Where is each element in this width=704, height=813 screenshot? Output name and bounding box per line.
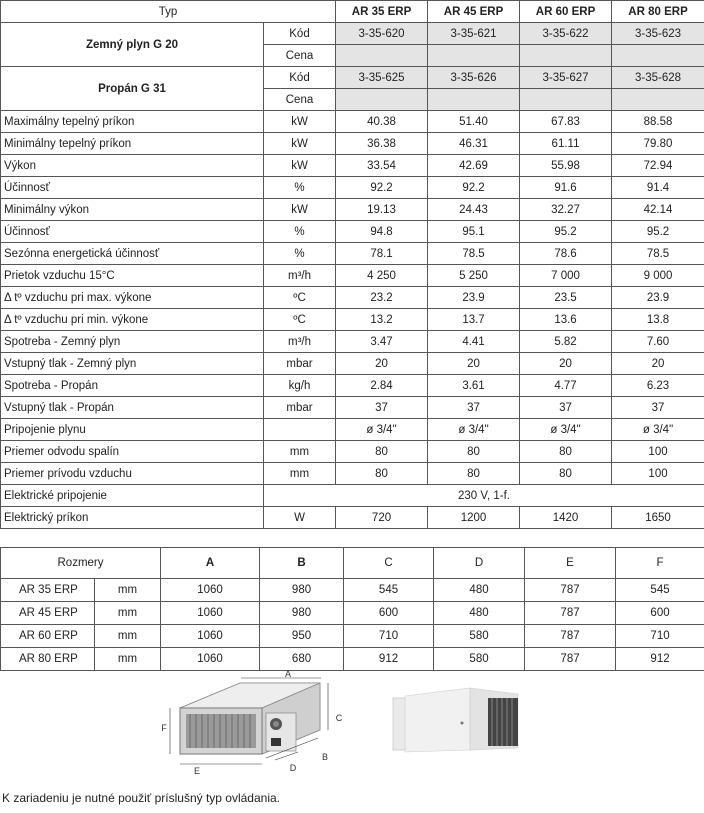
row-value: 7 000 [520,265,612,287]
row-value: 80 [336,441,428,463]
price-cell [612,45,704,67]
dim-label-f: F [161,723,167,733]
row-label: Priemer odvodu spalín [1,441,264,463]
dims-value: 1060 [161,579,260,602]
row-value: 9 000 [612,265,704,287]
dims-value: 680 [260,648,344,671]
product-figures [0,668,704,783]
row-unit: kg/h [264,375,336,397]
row-value: 13.2 [336,309,428,331]
dimension-drawing [161,669,343,776]
dims-value: 480 [434,602,525,625]
spec-row [1,419,704,441]
row-value: 80 [520,441,612,463]
dim-label-a: A [284,669,292,679]
row-label: Účinnosť [1,221,264,243]
row-label: Výkon [1,155,264,177]
natural-gas-label: Zemný plyn G 20 [1,23,264,67]
row-unit: % [264,243,336,265]
row-unit: % [264,177,336,199]
row-label: Spotreba - Zemný plyn [1,331,264,353]
dims-value: 787 [525,602,616,625]
row-value: 72.94 [612,155,704,177]
note-text: K zariadeniu je nutné použiť príslušný typ ovládania. [2,791,281,805]
dims-value: 912 [344,648,434,671]
code-cell: 3-35-620 [336,23,428,45]
row-value: 95.1 [428,221,520,243]
row-value: 78.6 [520,243,612,265]
row-value: 100 [612,463,704,485]
code-label: Kód [264,67,336,89]
dims-header-row [1,548,704,579]
spec-row [1,243,704,265]
row-value: 20 [612,353,704,375]
dims-value: 1060 [161,648,260,671]
spec-row [1,133,704,155]
row-value: 20 [428,353,520,375]
row-value: 23.2 [336,287,428,309]
row-value: 5.82 [520,331,612,353]
row-value: 46.31 [428,133,520,155]
row-value: 79.80 [612,133,704,155]
code-cell: 3-35-626 [428,67,520,89]
model-header: AR 80 ERP [612,1,704,23]
code-cell: 3-35-628 [612,67,704,89]
dim-label-d: D [289,763,297,773]
row-value: 6.23 [612,375,704,397]
model-header: AR 60 ERP [520,1,612,23]
header-row [1,1,704,23]
price-cell [336,89,428,111]
row-label: Elektrické pripojenie [1,485,264,507]
spec-row [1,397,704,419]
row-label: Sezónna energetická účinnosť [1,243,264,265]
row-value: 37 [520,397,612,419]
dim-label-c: C [335,713,343,723]
row-value: 78.1 [336,243,428,265]
dims-row [1,579,704,602]
row-value: 5 250 [428,265,520,287]
spec-row [1,221,704,243]
row-value: 23.9 [612,287,704,309]
row-value: 4.77 [520,375,612,397]
row-value: 37 [612,397,704,419]
row-unit: % [264,221,336,243]
model-header: AR 35 ERP [336,1,428,23]
row-value: 1650 [612,507,704,529]
row-value: 80 [336,463,428,485]
code-cell: 3-35-621 [428,23,520,45]
row-unit: m³/h [264,265,336,287]
row-value: ø 3/4" [336,419,428,441]
dims-value: 1060 [161,625,260,648]
row-value: 91.6 [520,177,612,199]
dims-model: AR 80 ERP [1,648,95,671]
dims-model: AR 45 ERP [1,602,95,625]
row-value: 13.6 [520,309,612,331]
dims-model: AR 35 ERP [1,579,95,602]
row-value: ø 3/4" [520,419,612,441]
row-label: Priemer prívodu vzduchu [1,463,264,485]
product-photo [393,688,518,752]
dim-header: E [525,548,616,579]
row-label: Δ tº vzduchu pri max. výkone [1,287,264,309]
dims-value: 1060 [161,602,260,625]
row-value: 19.13 [336,199,428,221]
spec-row [1,463,704,485]
dim-label-e: E [193,766,201,776]
row-label: Minimálny tepelný príkon [1,133,264,155]
row-value: 100 [612,441,704,463]
row-unit: mm [264,463,336,485]
spec-row [1,309,704,331]
row-label: Prietok vzduchu 15°C [1,265,264,287]
dims-unit: mm [95,602,161,625]
code-label: Kód [264,23,336,45]
row-unit: W [264,507,336,529]
price-cell [520,89,612,111]
dims-unit: mm [95,579,161,602]
row-unit: mbar [264,397,336,419]
spec-row [1,177,704,199]
propane-label: Propán G 31 [1,67,264,111]
row-value: 61.11 [520,133,612,155]
spec-row [1,111,704,133]
row-label: Vstupný tlak - Propán [1,397,264,419]
row-value: 88.58 [612,111,704,133]
spec-row [1,375,704,397]
row-label: Elektrický príkon [1,507,264,529]
row-value: 80 [428,463,520,485]
row-value: 40.38 [336,111,428,133]
price-cell [428,45,520,67]
row-value: 720 [336,507,428,529]
dim-header: B [260,548,344,579]
dims-value: 912 [616,648,704,671]
dims-value: 980 [260,579,344,602]
row-value: 20 [520,353,612,375]
row-value: 67.83 [520,111,612,133]
row-value: 1200 [428,507,520,529]
code-cell: 3-35-623 [612,23,704,45]
dims-value: 600 [616,602,704,625]
row-value: 95.2 [612,221,704,243]
model-header: AR 45 ERP [428,1,520,23]
dims-value: 480 [434,579,525,602]
row-label: Spotreba - Propán [1,375,264,397]
row-value: 92.2 [336,177,428,199]
row-value: 20 [336,353,428,375]
row-label: Maximálny tepelný príkon [1,111,264,133]
dims-unit: mm [95,625,161,648]
row-unit: ºC [264,309,336,331]
dims-row [1,602,704,625]
row-label: Δ tº vzduchu pri min. výkone [1,309,264,331]
row-value: 37 [336,397,428,419]
price-label: Cena [264,89,336,111]
dim-label-b: B [321,752,329,762]
row-value: 7.60 [612,331,704,353]
dims-value: 787 [525,625,616,648]
row-value: 95.2 [520,221,612,243]
row-value: 33.54 [336,155,428,177]
price-cell [336,45,428,67]
row-unit: kW [264,155,336,177]
price-cell [428,89,520,111]
row-value: 42.69 [428,155,520,177]
row-unit: mm [264,441,336,463]
code-cell: 3-35-625 [336,67,428,89]
row-label: Pripojenie plynu [1,419,264,441]
row-unit: mbar [264,353,336,375]
dim-header: C [344,548,434,579]
typ-label: Typ [1,1,336,23]
row-value: 91.4 [612,177,704,199]
spec-row [1,441,704,463]
row-value: 80 [520,463,612,485]
row-value: 80 [428,441,520,463]
row-value: 3.47 [336,331,428,353]
electric-connection-row [1,485,704,507]
row-value: 42.14 [612,199,704,221]
dim-header: F [616,548,704,579]
dims-value: 787 [525,648,616,671]
dims-title: Rozmery [1,548,161,579]
row-value: 2.84 [336,375,428,397]
code-cell: 3-35-622 [520,23,612,45]
row-value: 37 [428,397,520,419]
row-label: Minimálny výkon [1,199,264,221]
row-value: ø 3/4" [612,419,704,441]
row-value: 23.9 [428,287,520,309]
row-label: Vstupný tlak - Zemný plyn [1,353,264,375]
row-value: 55.98 [520,155,612,177]
dims-unit: mm [95,648,161,671]
dims-value: 580 [434,648,525,671]
row-value: 13.8 [612,309,704,331]
row-unit: m³/h [264,331,336,353]
row-unit [264,419,336,441]
dims-value: 600 [344,602,434,625]
dims-row [1,625,704,648]
row-value: 78.5 [428,243,520,265]
row-value: 4 250 [336,265,428,287]
row-value: 78.5 [612,243,704,265]
spec-row [1,199,704,221]
row-value: 4.41 [428,331,520,353]
row-value: 24.43 [428,199,520,221]
dimensions-table [0,547,704,671]
spec-row [1,353,704,375]
price-cell [520,45,612,67]
dims-value: 710 [616,625,704,648]
dim-header: A [161,548,260,579]
price-label: Cena [264,45,336,67]
row-value: 94.8 [336,221,428,243]
dims-value: 580 [434,625,525,648]
row-unit: kW [264,133,336,155]
row-value: 92.2 [428,177,520,199]
row-value: 32.27 [520,199,612,221]
dims-value: 545 [344,579,434,602]
spec-row [1,287,704,309]
dims-value: 710 [344,625,434,648]
spec-row [1,331,704,353]
dims-value: 787 [525,579,616,602]
dims-value: 545 [616,579,704,602]
dims-model: AR 60 ERP [1,625,95,648]
row-value: 3.61 [428,375,520,397]
electric-power-row [1,507,704,529]
row-value: 23.5 [520,287,612,309]
spec-row [1,155,704,177]
row-unit: ºC [264,287,336,309]
spec-row [1,265,704,287]
electric-connection-value: 230 V, 1-f. [264,485,704,507]
row-value: 51.40 [428,111,520,133]
code-cell: 3-35-627 [520,67,612,89]
dims-value: 980 [260,602,344,625]
dim-header: D [434,548,525,579]
row-value: 1420 [520,507,612,529]
row-label: Účinnosť [1,177,264,199]
row-value: 36.38 [336,133,428,155]
row-unit: kW [264,199,336,221]
row-unit: kW [264,111,336,133]
dims-value: 950 [260,625,344,648]
price-cell [612,89,704,111]
row-value: 13.7 [428,309,520,331]
row-value: ø 3/4" [428,419,520,441]
